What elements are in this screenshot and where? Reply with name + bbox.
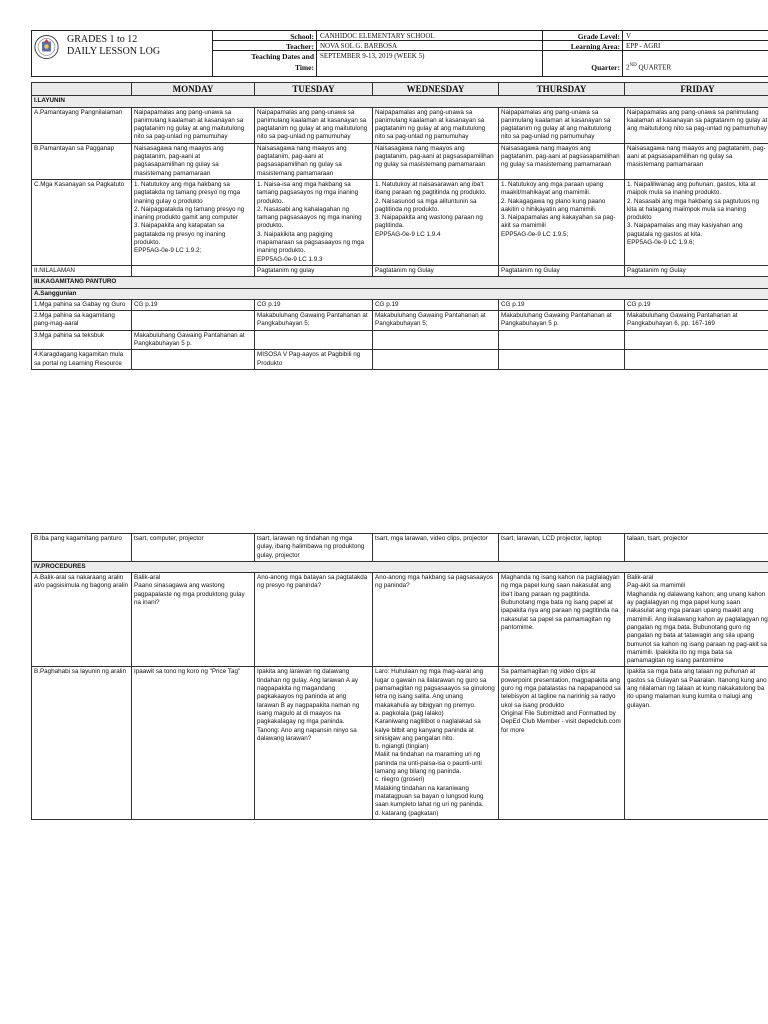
day-header-row	[32, 83, 768, 96]
cell-monday	[132, 311, 255, 331]
table-row	[32, 311, 768, 331]
table-row	[32, 265, 768, 276]
cell-tuesday: Ipakita ang larawan ng dalawang tindahan ng gulay. Ang larawan A ay nagpapakita ng magandang pagkakaayos ng paninda at ang larawan B ay nagpapakita naman ng isang magulo at di maayos na pagkakalagay ng mga paninda. Tanong: Ano ang napansin ninyo sa dalawang larawan?	[255, 667, 373, 819]
cell-monday	[132, 350, 255, 370]
section-label: A.Sanggunian	[32, 288, 768, 299]
teacher-value: NOVA SOL G. BARBOSA	[320, 42, 398, 50]
cell-monday: Naipapamalas ang pang-unawa sa panimulang kaalaman at kasanayan sa pagtatanim ng gulay at ang maitutulong nito sa pag-unlad ng pamumuhay	[132, 107, 255, 143]
day-header-wednesday: WEDNESDAY	[373, 83, 499, 96]
section-row	[32, 288, 768, 299]
quarter-label: Quarter:	[591, 63, 620, 72]
cell-thursday: tsart, larawan, LCD projector, laptop	[499, 534, 625, 562]
lesson-table-bottom-body	[32, 534, 768, 820]
cell-monday: tsart, computer, projector	[132, 534, 255, 562]
cell-tuesday: Ano-anong mga batayan sa pagtatakda ng presyo ng paninda?	[255, 573, 373, 667]
section-label: IV.PROCEDURES	[32, 561, 768, 572]
school-label: School:	[290, 32, 314, 41]
cell-monday: Ipaawit sa tono ng koro ng "Price Tag"	[132, 667, 255, 819]
school-value: CANHIDOC ELEMENTARY SCHOOL	[320, 32, 435, 40]
cell-wednesday	[373, 330, 499, 350]
cell-thursday	[499, 330, 625, 350]
time-label: Time:	[294, 63, 314, 72]
cell-wednesday	[373, 350, 499, 370]
cell-tuesday: MISOSA V Pag-aayos at Pagbibili ng Produkto	[255, 350, 373, 370]
row-label: B.Iba pang kagamitang panturo	[32, 534, 132, 562]
divider	[316, 31, 317, 76]
row-label: 1.Mga pahina sa Gabay ng Guro	[32, 299, 132, 310]
cell-friday: talaan, tsart, projector	[625, 534, 768, 562]
form-title-line1: GRADES 1 to 12	[67, 34, 138, 45]
section-label: III.KAGAMITANG PANTURO	[32, 277, 768, 288]
cell-wednesday: CG p.19	[373, 299, 499, 310]
day-header-monday: MONDAY	[132, 83, 255, 96]
section-row	[32, 561, 768, 572]
cell-thursday: Sa pamamagitan ng video clips at powerpoint presentation, magpapakita ang guro ng mga patalastas na napapanood sa telebisyon at tagline na naririnig sa radyo ukol sa isang produkto Original File Submitted and Formatted by DepEd Club Member - visit depedclub.com for more	[499, 667, 625, 819]
cell-thursday: Naisasagawa nang maayos ang pagtatanim, pag-aani at pagsasapamilihan ng gulay sa masistemang pamamaraan	[499, 143, 625, 179]
cell-tuesday: Pagtatanim ng gulay	[255, 265, 373, 276]
table-row	[32, 107, 768, 143]
divider	[212, 31, 213, 76]
table-row	[32, 179, 768, 265]
cell-friday: Naipapamalas ang pang-unawa sa panimulang kaalaman at kasanayan sa pagtatanim ng gulay at ang maitutulong nito sa pag-unlad ng pamumuhay	[625, 107, 768, 143]
deped-seal-icon	[34, 33, 59, 61]
table-row	[32, 534, 768, 562]
cell-wednesday: Makabuluhang Gawaing Pantahanan at Pangkabuhayan 5;	[373, 311, 499, 331]
table-row	[32, 143, 768, 179]
grade-label: Grade Level:	[577, 32, 620, 41]
form-title	[67, 34, 160, 58]
cell-wednesday: Pagtatanim ng Gulay	[373, 265, 499, 276]
cell-friday: Makabuluhang Gawaing Pantahanan at Pangkabuhayan 6, pp. 167-169	[625, 311, 768, 331]
table-row	[32, 573, 768, 667]
cell-tuesday: CG p.19	[255, 299, 373, 310]
row-label: II.NILALAMAN	[32, 265, 132, 276]
cell-monday: Makabuluhang Gawaing Pantahanan at Pangkabuhayan 5 p.	[132, 330, 255, 350]
day-header-blank	[32, 83, 132, 96]
grade-value: V	[626, 32, 632, 40]
cell-friday: 1. Naipaliliwanag ang puhunan, gastos, kita at maipok mula sa inaning produkto. 2. Nasasabi ang mga hakbang sa pagtutuos ng kita at halagang maiimpok mula sa inaning produkto 3. Naipapamalas ang may kasiyahan ang pagtatala ng gastos at kita. EPP5AG-0e-9 LC 1.9.6;	[625, 179, 768, 265]
form-title-line2: DAILY LESSON LOG	[67, 46, 161, 57]
cell-tuesday: Naipapamalas ang pang-unawa sa panimulang kaalaman at kasanayan sa pagtatanim ng gulay at ang maitutulong nito sa pag-unlad ng pamumuhay	[255, 107, 373, 143]
cell-monday: CG p.19	[132, 299, 255, 310]
cell-monday	[132, 265, 255, 276]
cell-wednesday: Laro: Huhulaan ng mga mag-aaral ang lugar o gawain na ilalarawan ng guro sa pamamagitan ng pagsasaayos sa ginulong letra ng isang salita. Ang unang makakahula ay bibigyan ng premyo. a. pagkolala (pag lalako) Karaniwang naglilibot o naglalakad sa kalye bitbit ang kanyang paninda at sinisigaw ang pangalan nito. b. ngiangti (tingian) Maliit na tindahan na maraming uri ng paninda na unti-paisa-isa o paunti-unti lamang ang bilang ng paninda. c. riiegro (groseri) Malaking tindahan na karaniwang matatagpuan sa bayan o lungsod kung saan kumpleto lahat ng uri ng paninda. d. katarang (pagkatan)	[373, 667, 499, 819]
row-label: C.Mga Kasanayan sa Pagkatuto	[32, 179, 132, 265]
cell-wednesday: tsart, mga larawan, video clips, projector	[373, 534, 499, 562]
cell-friday	[625, 330, 768, 350]
row-label: 3.Mga pahina sa teksbuk	[32, 330, 132, 350]
row-label: 4.Karagdagang kagamitan mula sa portal ng Learning Resource	[32, 350, 132, 370]
cell-wednesday: Naisasagawa nang maayos ang pagtatanim, pag-aani at pagsasapamilihan ng gulay sa masistemang pamamaraan	[373, 143, 499, 179]
table-row	[32, 350, 768, 370]
dates-label: Teaching Dates and	[251, 52, 314, 61]
area-value: EPP - AGRI	[626, 42, 661, 50]
section-row	[32, 277, 768, 288]
cell-tuesday	[255, 330, 373, 350]
cell-thursday: Makabuluhang Gawaing Pantahanan at Pangkabuhayan 5 p.	[499, 311, 625, 331]
row-label: 2.Mga pahina sa kagamitang pang-mag-aaral	[32, 311, 132, 331]
cell-monday: Naisasagawa nang maayos ang pagtatanim, pag-aani at pagsasapamilihan ng gulay sa masistemang pamamaraan	[132, 143, 255, 179]
table-row	[32, 667, 768, 819]
cell-wednesday: Naipapamalas ang pang-unawa sa panimulang kaalaman at kasanayan sa pagtatanim ng gulay at ang maitutulong nito sa pag-unlad ng pamumuhay	[373, 107, 499, 143]
cell-friday: CG p.19	[625, 299, 768, 310]
cell-tuesday: tsart, larawan ng tindahan ng mga gulay, ibang halimbawa ng produktong gulay, projector	[255, 534, 373, 562]
cell-tuesday: Makabuluhang Gawaing Pantahanan at Pangkabuhayan 5;	[255, 311, 373, 331]
cell-tuesday: Naisasagawa nang maayos ang pagtatanim, pag-aani at pagsasapamilihan ng gulay sa masistemang pamamaraan	[255, 143, 373, 179]
day-header-thursday: THURSDAY	[499, 83, 625, 96]
cell-thursday: Naipapamalas ang pang-unawa sa panimulang kaalaman at kasanayan sa pagtatanim ng gulay at ang maitutulong nito sa pag-unlad ng pamumuhay	[499, 107, 625, 143]
divider	[542, 31, 543, 76]
cell-thursday: 1. Natutukoy ang mga paraan upang maakit/mahikayat ang mamimili. 2. Nakagagawa ng plano kung paano aakitin o hihikayatin ang mamimili. 3. Naipapamalas ang kakayahan sa pag-akit sa mamimili EPP5AG-0e-9 LC 1.9.5;	[499, 179, 625, 265]
row-label: A.Pamantayang Pangnilalaman	[32, 107, 132, 143]
cell-monday: Balik-aral Paano sinasagawa ang wastong pagpapalaste ng mga produktong gulay na inani?	[132, 573, 255, 667]
lesson-table-bottom	[31, 533, 768, 820]
cell-monday: 1. Natutukoy ang mga hakbang sa pagtatakda ng tamang presyo ng mga inaning gulay o produkto 2. Naipagpatakda ng tamang presyo ng inaning produkto gamit ang computer 3. Naipapakita ang katapatan sa pagtatakda ng presyo ng inaning produkto. EPP5AG-0e-9 LC 1.9.2;	[132, 179, 255, 265]
table-row	[32, 299, 768, 310]
dates-value: SEPTEMBER 9-13, 2019 (WEEK 5)	[320, 52, 425, 60]
quarter-value: 2ND QUARTER	[626, 63, 672, 72]
day-header-tuesday: TUESDAY	[255, 83, 373, 96]
header-box	[31, 30, 768, 77]
teacher-label: Teacher:	[285, 42, 314, 51]
cell-thursday: Maghanda ng isang kahon na paglalagyan ng mga papel kung saan nakasulat ang iba't ibang paraan ng pagtitinda. Bubunotang mga bata ng isang papel at ipapakita nya ang paraan ng pagtitinda na nakasulat sa papel sa pamamagitan ng pantomime.	[499, 573, 625, 667]
area-label: Learning Area:	[570, 42, 620, 51]
row-label: B.Paghahabi sa layunin ng aralin	[32, 667, 132, 819]
row-label: A.Balik-aral sa nakaraang aralin at/o pagsisimula ng bagong aralin	[32, 573, 132, 667]
cell-friday: Naisasagawa nang maayos ang pagtatanim, pag-aani at pagsasapamilihan ng gulay sa masistemang pamamaraan	[625, 143, 768, 179]
cell-friday: Ipakita sa mga bata ang talaan ng puhunan at gastos sa Gulayan sa Paaralan. Itanong kung ano ang nilalaman ng talaan at kung nakakatulong ba ito upang malaman kung kumita o nalugi ang gulayan.	[625, 667, 768, 819]
cell-wednesday: 1. Natutukoy at naisasarawan ang iba't ibang paraan ng pagtitinda ng produkto. 2. Naisasunod sa mga alituntunin sa pagtitinda ng produkto. 3. Naipapakita ang wastong paraan ng pagtitinda. EPP5AG-0e-9 LC 1.9.4	[373, 179, 499, 265]
cell-thursday: CG p.19	[499, 299, 625, 310]
row-label: B.Pamantayan sa Pagganap	[32, 143, 132, 179]
section-row	[32, 96, 768, 107]
divider	[622, 31, 623, 76]
lesson-table-top	[31, 82, 768, 370]
cell-wednesday: Ano-anong mga hakbang sa pagsasaayos ng paninda?	[373, 573, 499, 667]
cell-tuesday: 1. Naisa-isa ang mga hakbang sa tamang pagsasayos ng mga inaning produkto. 2. Nasasabi ang kahalagahan ng tamang pagsasaayos ng mga inaning produkto. 3. Naipakikita ang pagiging mapamaraan sa pagsasaayos ng mga inaning produkto. EPP5AG-0e-9 LC 1.9.3	[255, 179, 373, 265]
cell-thursday: Pagtatanim ng Gulay	[499, 265, 625, 276]
cell-friday	[625, 350, 768, 370]
lesson-table-top-body	[32, 96, 768, 370]
cell-thursday	[499, 350, 625, 370]
table-row	[32, 330, 768, 350]
day-header-friday: FRIDAY	[625, 83, 768, 96]
cell-friday: Balik-aral Pag-akit sa mamimili Maghanda ng dalawang kahon; ang unang kahon ay paglalagyan ng mga papel kung saan nakasulat ang mga paraan upang maakit ang mamimili. Ang ikalawang kahon ay paglalagyan ng pangalan ng mga bata. Bubunotang guro ng pangalan ng bata at tatawagin ang sila upang bumunot sa kahon ng isang paraan ng pag-akit sa mamimili. Ipakikita ito ng mga bata sa pamamagitan ng isang pantomime	[625, 573, 768, 667]
cell-friday: Pagtatanim ng Gulay	[625, 265, 768, 276]
section-label: I.LAYUNIN	[32, 96, 768, 107]
